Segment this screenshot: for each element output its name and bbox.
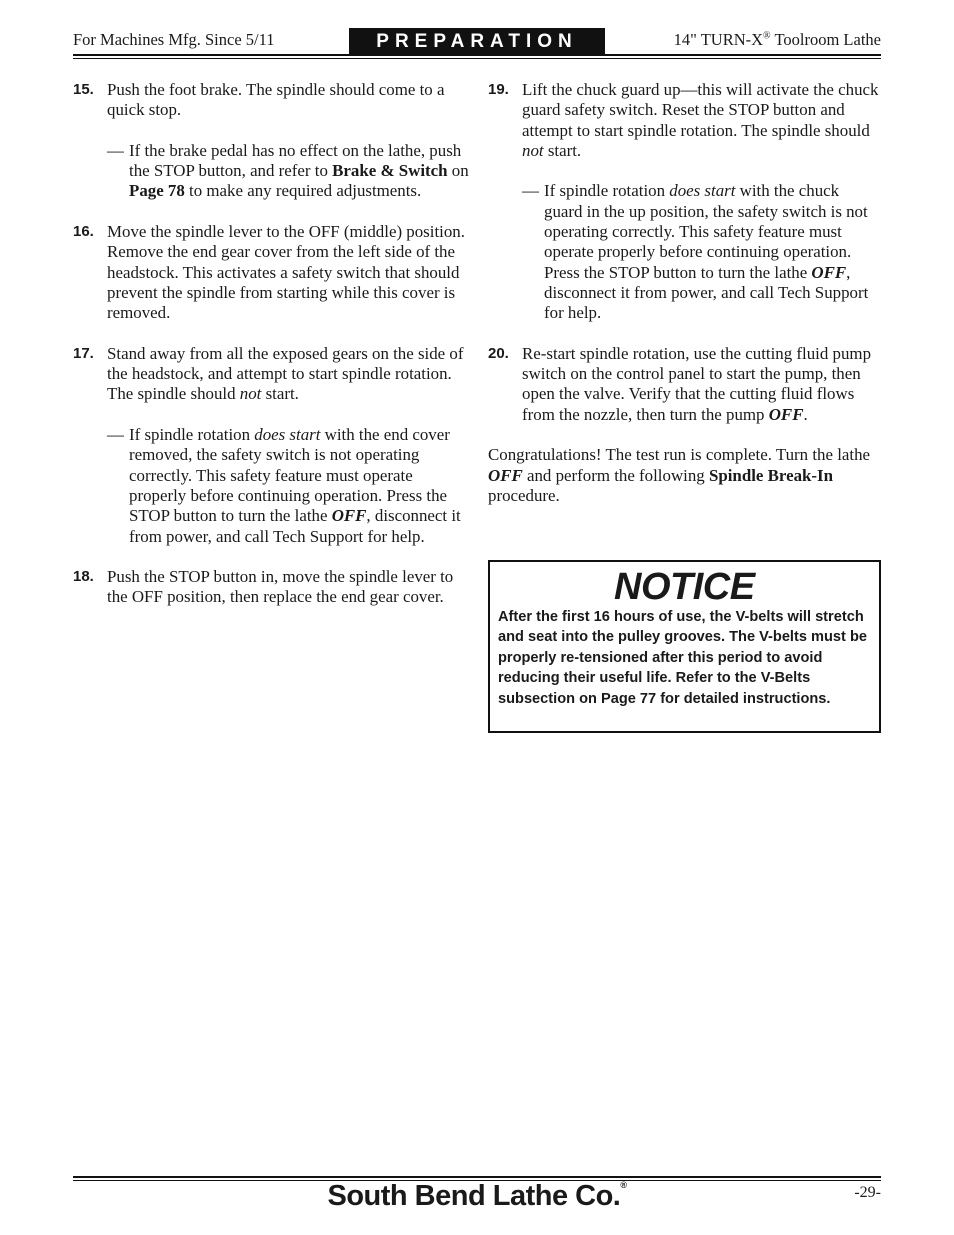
congrats-text-a: Congratulations! The test run is complete. Turn the lathe [488,445,871,465]
note-text-a: If spindle rotation [129,425,255,445]
step-16 [73,222,469,323]
product-name-suffix: Toolroom Lathe [770,30,881,49]
notice-box [488,560,881,733]
note-text-a: If spindle rotation [544,181,670,201]
emphasis-off: OFF [488,465,523,485]
step-number: 20. [488,344,509,362]
step-text-a: Stand away from all the exposed gears on the side of the headstock, and attempt to start spindle rotation. The spindle should [107,343,464,404]
brake-switch-ref: Brake & Switch [332,161,448,181]
footer-rule [73,1176,881,1178]
step-text [522,80,881,161]
header-machines-note: For Machines Mfg. Since 5/11 [73,30,275,49]
emphasis-does-start: does start [669,181,736,201]
emphasis-off: OFF [811,262,847,282]
note-dash: — [522,181,539,201]
step-number: 18. [73,568,94,586]
notice-title: NOTICE [614,566,755,608]
notice-body: After the first 16 hours of use, the V-belts will stretch and seat into the pulley grooves. The V-belts must be properly re-tensioned after this period to avoid reducing their useful life. Refer to the V-Belts subsection on Page 77 for detailed instructions. [498,609,867,707]
note-text-end: to make any required adjustments. [184,181,422,201]
step-15-note [107,141,469,202]
step-text-a: Re-start spindle rotation, use the cutting fluid pump switch on the control panel to start the pump, then open the valve. Verify that the cutting fluid flows from the nozzle, then turn the pump [522,343,872,424]
step-text: Move the spindle lever to the OFF (middle) position. Remove the end gear cover from the left side of the headstock. This activates a safety switch that should prevent the spindle from starting while this cover is removed. [107,222,465,323]
step-19 [488,80,881,324]
page-number: -29- [854,1184,881,1201]
step-number: 19. [488,81,509,98]
note-text: If the brake pedal has no effect on the lathe, push the STOP button, and refer to [129,140,462,181]
step-number: 17. [73,344,94,362]
note-text-on: on [447,161,469,181]
left-column [73,80,469,628]
step-20 [488,344,881,425]
step-18 [73,567,469,608]
congrats-paragraph [488,445,881,506]
step-text-b: . [803,404,808,424]
note-dash: — [107,140,124,160]
section-title: PREPARATION [349,28,605,55]
note-text-b: with the end cover removed, the safety switch is not operating correctly. This safety feature must operate properly before continuing operation. Press the STOP button to turn the lathe [129,425,450,526]
step-text [522,344,881,425]
step-text: Push the STOP button in, move the spindle lever to the OFF position, then replace the end gear cover. [107,567,454,607]
brand-registered-mark: ® [620,1180,627,1190]
spindle-break-in-ref: Spindle Break-In [708,465,834,485]
brand-logo [0,1180,954,1213]
step-text-a: Lift the chuck guard up—this will activate the chuck guard safety switch. Reset the STOP button and attempt to start spindle rotation. The spindle should [522,80,879,140]
emphasis-does-start: does start [254,425,321,445]
note-text-b: with the chuck guard in the up position, the safety switch is not operating correctly. This safety feature must operate properly before continuing operation. Press the STOP button to turn the lathe [544,181,868,282]
congrats-text-b: and perform the following [522,465,709,485]
step-15 [73,80,469,202]
note-dash: — [107,425,124,445]
step-text-b: start. [261,384,299,404]
brand-name: South Bend Lathe Co. [327,1180,621,1212]
header-rule [73,54,881,56]
step-19-note [522,181,881,323]
registered-mark: ® [763,30,771,42]
emphasis-not: not [239,384,262,404]
step-17 [73,344,469,547]
congrats-text-c: procedure. [488,485,560,505]
step-text [107,344,469,405]
page-ref: Page 78 [129,181,185,201]
step-text: Push the foot brake. The spindle should come to a quick stop. [107,80,445,120]
note-text-c: , disconnect it from power, and call Tech Support for help. [129,506,461,546]
header-product-name [674,30,881,50]
right-column [488,80,881,527]
header-rule-thin [73,58,881,59]
step-number: 16. [73,223,94,241]
emphasis-off: OFF [768,404,804,424]
step-text-b: start. [543,140,582,160]
note-text-c: , disconnect it from power, and call Tech Support for help. [544,262,869,323]
step-number: 15. [73,81,94,98]
emphasis-off: OFF [331,506,367,526]
emphasis-not: not [522,140,544,160]
step-17-note [107,425,469,547]
product-name-text: 14" TURN-X [673,30,764,49]
